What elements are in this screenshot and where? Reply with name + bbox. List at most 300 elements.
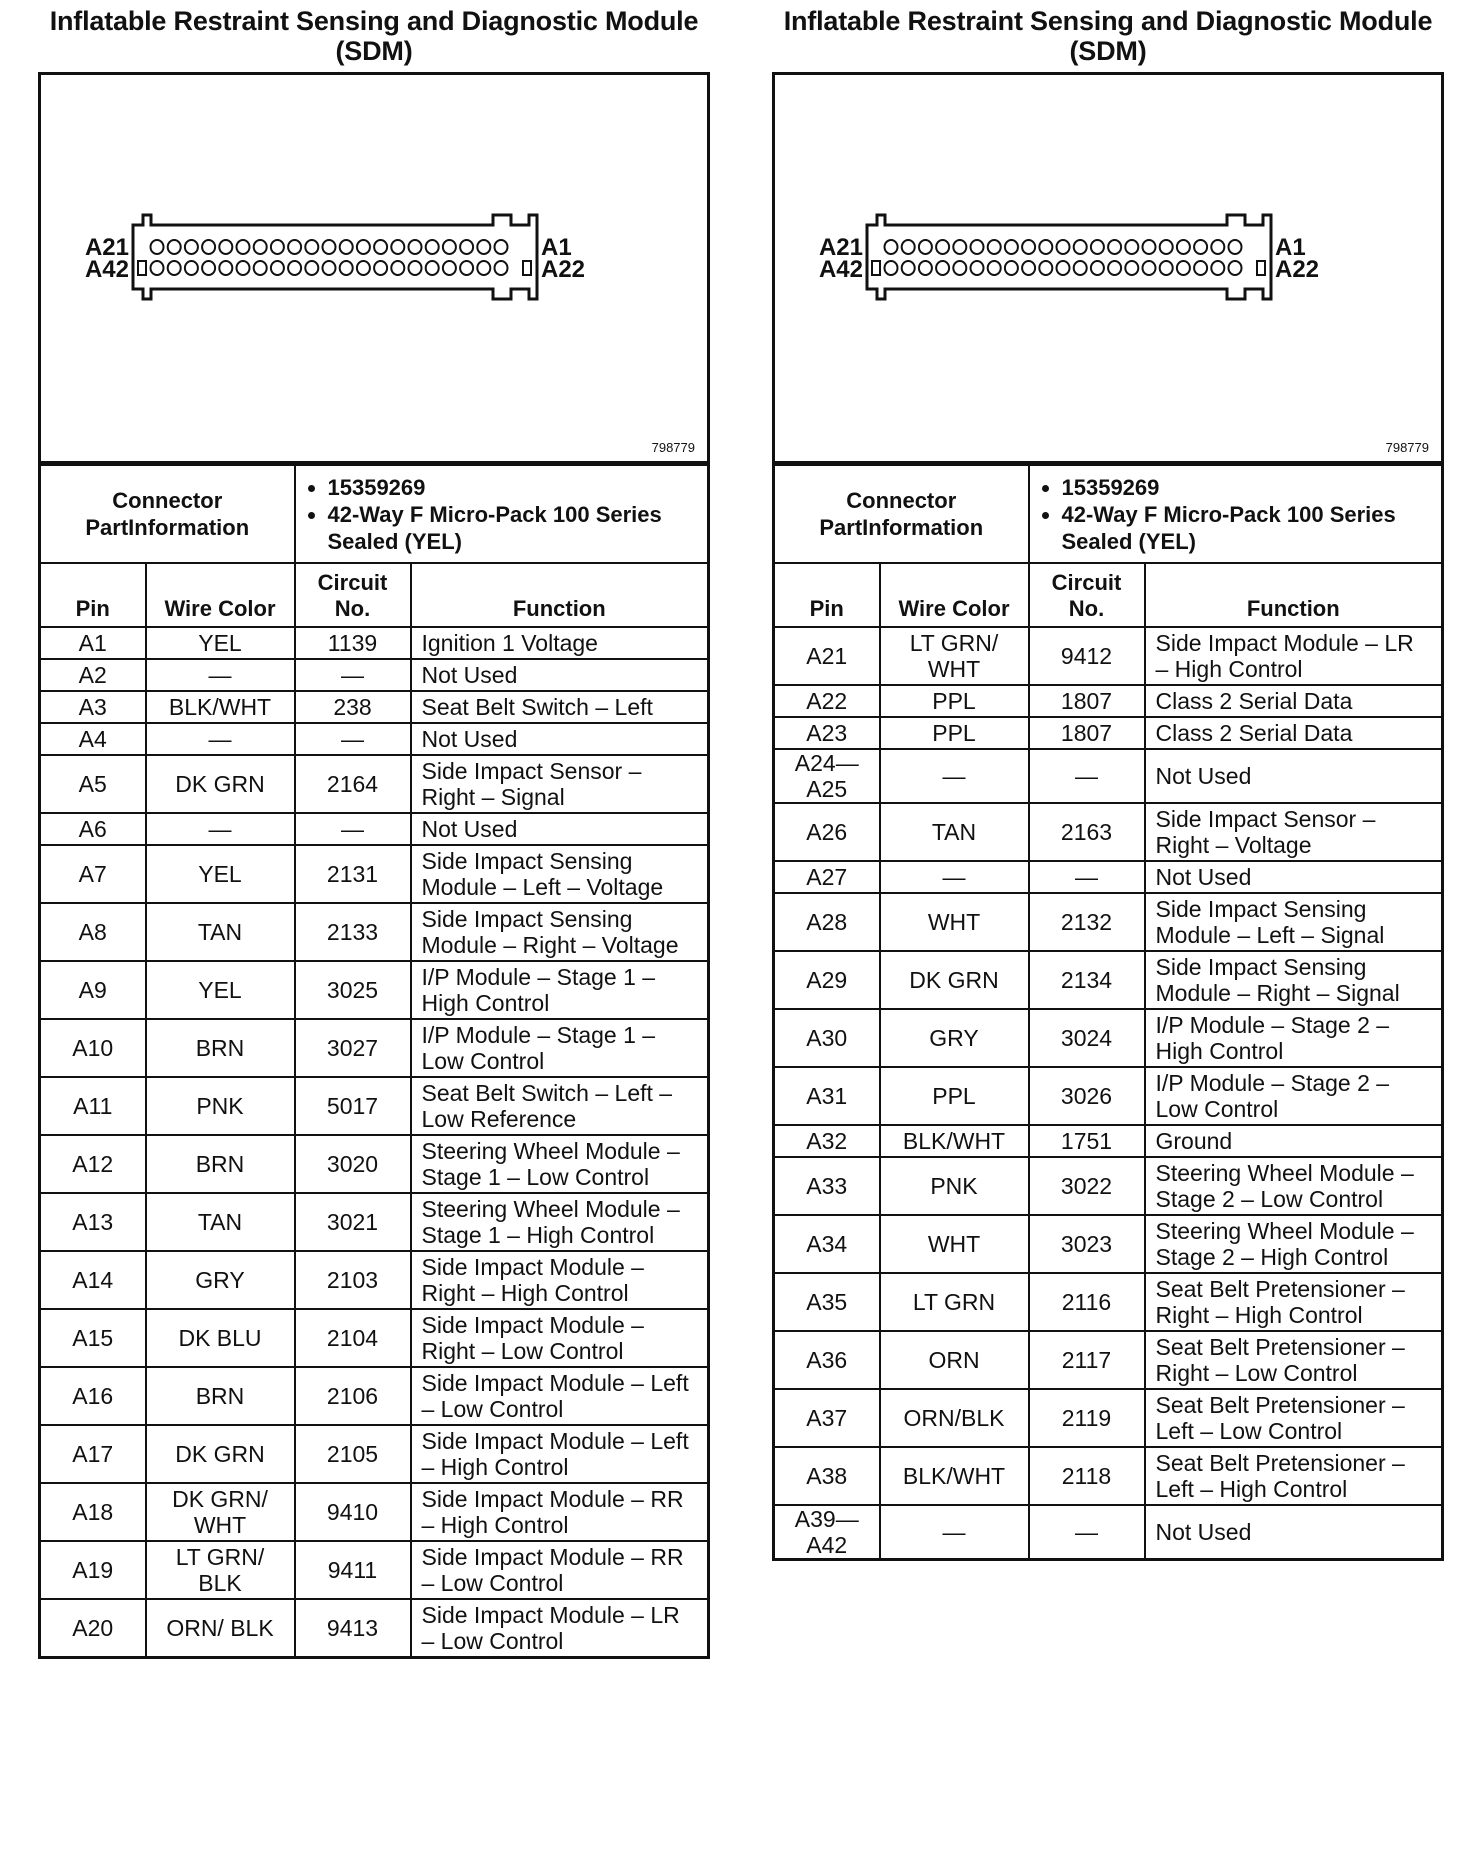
pin-cell: A12	[40, 1135, 146, 1193]
function-cell: Seat Belt Pretensioner – Right – High Control	[1145, 1273, 1443, 1331]
circuit-header: Circuit No.	[295, 563, 411, 627]
pin-cell: A22	[774, 685, 880, 717]
function-cell: Steering Wheel Module – Stage 1 – High Control	[411, 1193, 709, 1251]
pin-cell: A23	[774, 717, 880, 749]
table-row	[40, 1425, 709, 1483]
pin-cavity	[305, 261, 318, 275]
pin-cavity	[902, 261, 915, 275]
pin-cavity	[460, 240, 473, 254]
pin-cavity	[477, 261, 490, 275]
circuit-cell: 3022	[1029, 1157, 1145, 1215]
circuit-cell: 9411	[295, 1541, 411, 1599]
wire-color-cell: ORN	[880, 1331, 1029, 1389]
pin-cavity	[1143, 240, 1156, 254]
circuit-cell: 2118	[1029, 1447, 1145, 1505]
circuit-cell: —	[1029, 861, 1145, 893]
label-a1: A1	[1275, 234, 1306, 261]
pin-cavity	[1194, 261, 1207, 275]
function-header: Function	[411, 563, 709, 627]
pin-cavity	[305, 240, 318, 254]
table-row	[774, 1215, 1443, 1273]
circuit-cell: 1751	[1029, 1125, 1145, 1157]
table-row	[40, 1077, 709, 1135]
pin-cavity	[1177, 261, 1190, 275]
pin-cell: A2	[40, 659, 146, 691]
function-cell: Ground	[1145, 1125, 1443, 1157]
wire-color-cell: YEL	[146, 627, 295, 659]
table-row	[40, 1599, 709, 1658]
pin-cavity	[1108, 240, 1121, 254]
pin-cavity	[443, 240, 456, 254]
table-row	[40, 1367, 709, 1425]
table-row	[40, 691, 709, 723]
pin-cavity	[443, 261, 456, 275]
wire-color-cell: LT GRN/ WHT	[880, 627, 1029, 685]
label-a21: A21	[84, 234, 129, 261]
circuit-cell: 2164	[295, 755, 411, 813]
pin-cavity	[237, 240, 250, 254]
pin-cavity	[1211, 261, 1224, 275]
pin-cavity	[391, 261, 404, 275]
pin-cavity	[185, 261, 198, 275]
table-row	[774, 803, 1443, 861]
pin-cavity	[202, 261, 215, 275]
pin-cavity	[885, 261, 898, 275]
wire-color-cell: BLK/WHT	[880, 1447, 1029, 1505]
pin-cell: A21	[774, 627, 880, 685]
pin-cavity	[168, 261, 181, 275]
pin-cell: A7	[40, 845, 146, 903]
function-cell: Side Impact Sensing Module – Right – Signal	[1145, 951, 1443, 1009]
table-row	[774, 1125, 1443, 1157]
wire-color-cell: DK GRN/ WHT	[146, 1483, 295, 1541]
table-row	[774, 1067, 1443, 1125]
pin-cavity	[1057, 261, 1070, 275]
function-cell: Seat Belt Pretensioner – Left – Low Control	[1145, 1389, 1443, 1447]
pin-cavity	[219, 261, 232, 275]
connector-diagram	[775, 75, 1441, 461]
wire-color-cell: GRY	[880, 1009, 1029, 1067]
connector-figure	[38, 72, 710, 464]
connector-description: • 42-Way F Micro-Pack 100 Series Sealed (YEL)	[328, 501, 698, 555]
wire-color-cell: PNK	[146, 1077, 295, 1135]
table-row	[774, 1389, 1443, 1447]
table-row	[774, 951, 1443, 1009]
pin-cavity	[426, 261, 439, 275]
function-cell: Side Impact Module – Left – Low Control	[411, 1367, 709, 1425]
function-cell: Ignition 1 Voltage	[411, 627, 709, 659]
polarization-key	[872, 261, 880, 275]
pin-cavity	[495, 261, 508, 275]
pin-cavity	[936, 240, 949, 254]
pin-cavity	[1194, 240, 1207, 254]
connector-description: • 42-Way F Micro-Pack 100 Series Sealed (YEL)	[1062, 501, 1432, 555]
pin-cell: A9	[40, 961, 146, 1019]
pin-cavity	[374, 261, 387, 275]
table-row	[774, 1505, 1443, 1560]
pinout-table	[38, 464, 710, 1659]
circuit-cell: 1807	[1029, 685, 1145, 717]
pin-cavity	[460, 261, 473, 275]
circuit-cell: —	[1029, 1505, 1145, 1560]
pin-cavity	[254, 261, 267, 275]
pin-cell: A39— A42	[774, 1505, 880, 1560]
pin-cavity	[1229, 240, 1242, 254]
pin-cell: A32	[774, 1125, 880, 1157]
pin-cell: A10	[40, 1019, 146, 1077]
function-cell: I/P Module – Stage 1 – Low Control	[411, 1019, 709, 1077]
function-cell: Not Used	[1145, 749, 1443, 803]
pin-cell: A34	[774, 1215, 880, 1273]
pin-cavity	[1091, 261, 1104, 275]
pin-cavity	[971, 240, 984, 254]
pin-cell: A20	[40, 1599, 146, 1658]
function-cell: Side Impact Module – Left – High Control	[411, 1425, 709, 1483]
function-cell: Side Impact Module – LR – Low Control	[411, 1599, 709, 1658]
connector-info-label: Connector PartInformation	[774, 465, 1029, 563]
wire-color-header: Wire Color	[880, 563, 1029, 627]
circuit-cell: 5017	[295, 1077, 411, 1135]
pin-cavity	[426, 240, 439, 254]
pin-cavity	[1005, 240, 1018, 254]
pin-cell: A4	[40, 723, 146, 755]
circuit-cell: 3027	[295, 1019, 411, 1077]
pin-cavity	[1160, 240, 1173, 254]
table-row	[40, 627, 709, 659]
pin-cell: A13	[40, 1193, 146, 1251]
label-a42: A42	[818, 256, 863, 283]
pin-cavity	[1005, 261, 1018, 275]
function-cell: Side Impact Module – LR – High Control	[1145, 627, 1443, 685]
pin-cell: A36	[774, 1331, 880, 1389]
pin-cavity	[988, 261, 1001, 275]
pin-cavity	[185, 240, 198, 254]
circuit-cell: 1807	[1029, 717, 1145, 749]
wire-color-cell: PNK	[880, 1157, 1029, 1215]
circuit-cell: 2105	[295, 1425, 411, 1483]
function-cell: Side Impact Sensing Module – Left – Voltage	[411, 845, 709, 903]
function-cell: Steering Wheel Module – Stage 1 – Low Control	[411, 1135, 709, 1193]
panel-title: Inflatable Restraint Sensing and Diagnostic Module (SDM)	[49, 6, 699, 66]
pin-cell: A3	[40, 691, 146, 723]
circuit-cell: —	[295, 813, 411, 845]
pin-cell: A14	[40, 1251, 146, 1309]
table-row	[40, 723, 709, 755]
pin-cavity	[953, 261, 966, 275]
left-panel	[38, 6, 710, 1659]
wire-color-cell: BRN	[146, 1019, 295, 1077]
circuit-cell: 2103	[295, 1251, 411, 1309]
pin-cavity	[323, 261, 336, 275]
circuit-cell: 2119	[1029, 1389, 1145, 1447]
function-cell: Class 2 Serial Data	[1145, 685, 1443, 717]
pin-cell: A6	[40, 813, 146, 845]
pin-cavity	[288, 261, 301, 275]
pin-cavity	[1074, 240, 1087, 254]
figure-id: 798779	[651, 440, 695, 455]
wire-color-cell: ORN/BLK	[880, 1389, 1029, 1447]
table-row	[40, 1541, 709, 1599]
pin-cell: A5	[40, 755, 146, 813]
table-row	[40, 903, 709, 961]
connector-housing	[133, 215, 537, 299]
figure-id: 798779	[1385, 440, 1429, 455]
pin-cavity	[409, 240, 422, 254]
function-cell: Not Used	[411, 813, 709, 845]
circuit-cell: 1139	[295, 627, 411, 659]
table-row	[40, 961, 709, 1019]
wire-color-cell: YEL	[146, 961, 295, 1019]
pin-cavity	[151, 261, 164, 275]
pin-cavity	[495, 240, 508, 254]
wire-color-cell: —	[880, 861, 1029, 893]
circuit-cell: 9410	[295, 1483, 411, 1541]
table-row	[774, 1273, 1443, 1331]
pin-cavity	[168, 240, 181, 254]
wire-color-cell: WHT	[880, 1215, 1029, 1273]
connector-diagram	[41, 75, 707, 461]
function-cell: Seat Belt Pretensioner – Right – Low Control	[1145, 1331, 1443, 1389]
pin-cavity	[1074, 261, 1087, 275]
circuit-cell: 2133	[295, 903, 411, 961]
table-row	[774, 893, 1443, 951]
pin-cell: A17	[40, 1425, 146, 1483]
function-cell: Not Used	[411, 659, 709, 691]
circuit-cell: 2134	[1029, 951, 1145, 1009]
pin-cavity	[1211, 240, 1224, 254]
pin-cavity	[219, 240, 232, 254]
pin-cavity	[885, 240, 898, 254]
right-panel	[772, 6, 1444, 1561]
function-cell: Side Impact Sensor – Right – Voltage	[1145, 803, 1443, 861]
function-cell: Side Impact Sensing Module – Right – Voltage	[411, 903, 709, 961]
table-row	[40, 1483, 709, 1541]
pin-rows	[40, 627, 709, 1658]
circuit-cell: 3024	[1029, 1009, 1145, 1067]
pin-cavity	[357, 261, 370, 275]
function-cell: I/P Module – Stage 1 – High Control	[411, 961, 709, 1019]
table-row	[774, 1447, 1443, 1505]
table-row	[40, 1193, 709, 1251]
wire-color-cell: DK GRN	[146, 755, 295, 813]
table-row	[774, 685, 1443, 717]
function-cell: Steering Wheel Module – Stage 2 – Low Control	[1145, 1157, 1443, 1215]
wire-color-cell: GRY	[146, 1251, 295, 1309]
function-cell: I/P Module – Stage 2 – Low Control	[1145, 1067, 1443, 1125]
wire-color-cell: ORN/ BLK	[146, 1599, 295, 1658]
table-row	[774, 861, 1443, 893]
table-row	[40, 1309, 709, 1367]
circuit-cell: 2131	[295, 845, 411, 903]
label-a22: A22	[1275, 256, 1320, 283]
pinout-table	[772, 464, 1444, 1561]
pin-cell: A16	[40, 1367, 146, 1425]
pin-cavity	[1125, 261, 1138, 275]
label-a1: A1	[541, 234, 572, 261]
pin-cavity	[936, 261, 949, 275]
circuit-cell: 3023	[1029, 1215, 1145, 1273]
function-cell: Side Impact Sensor – Right – Signal	[411, 755, 709, 813]
wire-color-cell: PPL	[880, 685, 1029, 717]
pin-cavity	[988, 240, 1001, 254]
pin-cell: A37	[774, 1389, 880, 1447]
pin-cavity	[1160, 261, 1173, 275]
label-a22: A22	[541, 256, 586, 283]
polarization-key	[138, 261, 146, 275]
pin-cavity	[340, 261, 353, 275]
pin-cavity	[953, 240, 966, 254]
wire-color-cell: LT GRN/ BLK	[146, 1541, 295, 1599]
connector-housing	[867, 215, 1271, 299]
pin-cavity	[919, 261, 932, 275]
pin-cavity	[1091, 240, 1104, 254]
function-cell: Side Impact Module – RR – Low Control	[411, 1541, 709, 1599]
wire-color-cell: TAN	[146, 1193, 295, 1251]
table-row	[774, 1157, 1443, 1215]
pin-cavity	[1039, 261, 1052, 275]
wire-color-cell: BLK/WHT	[880, 1125, 1029, 1157]
pin-header: Pin	[40, 563, 146, 627]
wire-color-cell: DK GRN	[880, 951, 1029, 1009]
circuit-cell: 2132	[1029, 893, 1145, 951]
function-cell: Seat Belt Pretensioner – Left – High Control	[1145, 1447, 1443, 1505]
circuit-cell: 2104	[295, 1309, 411, 1367]
pin-cavity	[1108, 261, 1121, 275]
function-cell: Class 2 Serial Data	[1145, 717, 1443, 749]
pin-cavity	[919, 240, 932, 254]
pin-cavity	[271, 240, 284, 254]
header-row	[40, 563, 709, 627]
wire-color-cell: PPL	[880, 717, 1029, 749]
function-cell: Seat Belt Switch – Left	[411, 691, 709, 723]
connector-info	[295, 465, 709, 563]
label-a42: A42	[84, 256, 129, 283]
pin-header: Pin	[774, 563, 880, 627]
circuit-cell: 2163	[1029, 803, 1145, 861]
function-cell: Side Impact Module – Right – Low Control	[411, 1309, 709, 1367]
pin-cavity	[1022, 240, 1035, 254]
pin-cavity	[374, 240, 387, 254]
connector-figure	[772, 72, 1444, 464]
table-row	[774, 749, 1443, 803]
table-row	[40, 659, 709, 691]
wire-color-cell: —	[880, 1505, 1029, 1560]
part-number: • 15359269	[328, 474, 698, 501]
wire-color-cell: DK GRN	[146, 1425, 295, 1483]
pin-cell: A8	[40, 903, 146, 961]
pin-cell: A31	[774, 1067, 880, 1125]
pin-cell: A35	[774, 1273, 880, 1331]
connector-info	[1029, 465, 1443, 563]
pin-cavity	[971, 261, 984, 275]
table-row	[774, 717, 1443, 749]
function-cell: I/P Module – Stage 2 – High Control	[1145, 1009, 1443, 1067]
part-number: • 15359269	[1062, 474, 1432, 501]
panel-title: Inflatable Restraint Sensing and Diagnostic Module (SDM)	[783, 6, 1433, 66]
pin-cavity	[1022, 261, 1035, 275]
pin-cell: A19	[40, 1541, 146, 1599]
function-cell: Steering Wheel Module – Stage 2 – High Control	[1145, 1215, 1443, 1273]
table-row	[40, 813, 709, 845]
pin-cell: A28	[774, 893, 880, 951]
wire-color-cell: —	[146, 813, 295, 845]
wire-color-cell: DK BLU	[146, 1309, 295, 1367]
pin-cell: A38	[774, 1447, 880, 1505]
polarization-key	[1257, 261, 1265, 275]
pin-cavity	[151, 240, 164, 254]
table-row	[40, 1251, 709, 1309]
pin-cavity	[340, 240, 353, 254]
wire-color-cell: —	[146, 723, 295, 755]
wire-color-header: Wire Color	[146, 563, 295, 627]
table-row	[40, 1135, 709, 1193]
function-cell: Side Impact Sensing Module – Left – Signal	[1145, 893, 1443, 951]
pin-cell: A33	[774, 1157, 880, 1215]
pin-cavity	[1143, 261, 1156, 275]
wire-color-cell: LT GRN	[880, 1273, 1029, 1331]
wire-color-cell: TAN	[146, 903, 295, 961]
pin-cell: A27	[774, 861, 880, 893]
wire-color-cell: YEL	[146, 845, 295, 903]
pin-cavity	[254, 240, 267, 254]
pin-cavity	[1057, 240, 1070, 254]
table-row	[774, 627, 1443, 685]
pin-cavity	[202, 240, 215, 254]
function-cell: Side Impact Module – Right – High Control	[411, 1251, 709, 1309]
wire-color-cell: BRN	[146, 1135, 295, 1193]
table-row	[40, 1019, 709, 1077]
pin-cell: A11	[40, 1077, 146, 1135]
pin-cavity	[271, 261, 284, 275]
wire-color-cell: BLK/WHT	[146, 691, 295, 723]
label-a21: A21	[818, 234, 863, 261]
function-cell: Not Used	[1145, 861, 1443, 893]
polarization-key	[523, 261, 531, 275]
pin-cavity	[323, 240, 336, 254]
pin-cavity	[1039, 240, 1052, 254]
pin-cavity	[357, 240, 370, 254]
circuit-cell: 3025	[295, 961, 411, 1019]
table-row	[40, 755, 709, 813]
pin-rows	[774, 627, 1443, 1560]
wire-color-cell: BRN	[146, 1367, 295, 1425]
wire-color-cell: —	[880, 749, 1029, 803]
circuit-cell: 2116	[1029, 1273, 1145, 1331]
pin-cavity	[391, 240, 404, 254]
function-cell: Not Used	[1145, 1505, 1443, 1560]
table-row	[774, 1331, 1443, 1389]
circuit-cell: 3026	[1029, 1067, 1145, 1125]
pin-cell: A29	[774, 951, 880, 1009]
pin-cavity	[237, 261, 250, 275]
pin-cell: A30	[774, 1009, 880, 1067]
table-row	[774, 1009, 1443, 1067]
circuit-cell: 9412	[1029, 627, 1145, 685]
header-row	[774, 563, 1443, 627]
pin-cell: A18	[40, 1483, 146, 1541]
circuit-cell: —	[295, 723, 411, 755]
function-cell: Not Used	[411, 723, 709, 755]
wire-color-cell: TAN	[880, 803, 1029, 861]
circuit-cell: 9413	[295, 1599, 411, 1658]
circuit-cell: —	[1029, 749, 1145, 803]
wire-color-cell: PPL	[880, 1067, 1029, 1125]
pin-cavity	[477, 240, 490, 254]
pin-cell: A15	[40, 1309, 146, 1367]
pin-cavity	[902, 240, 915, 254]
circuit-cell: 3021	[295, 1193, 411, 1251]
circuit-cell: 3020	[295, 1135, 411, 1193]
